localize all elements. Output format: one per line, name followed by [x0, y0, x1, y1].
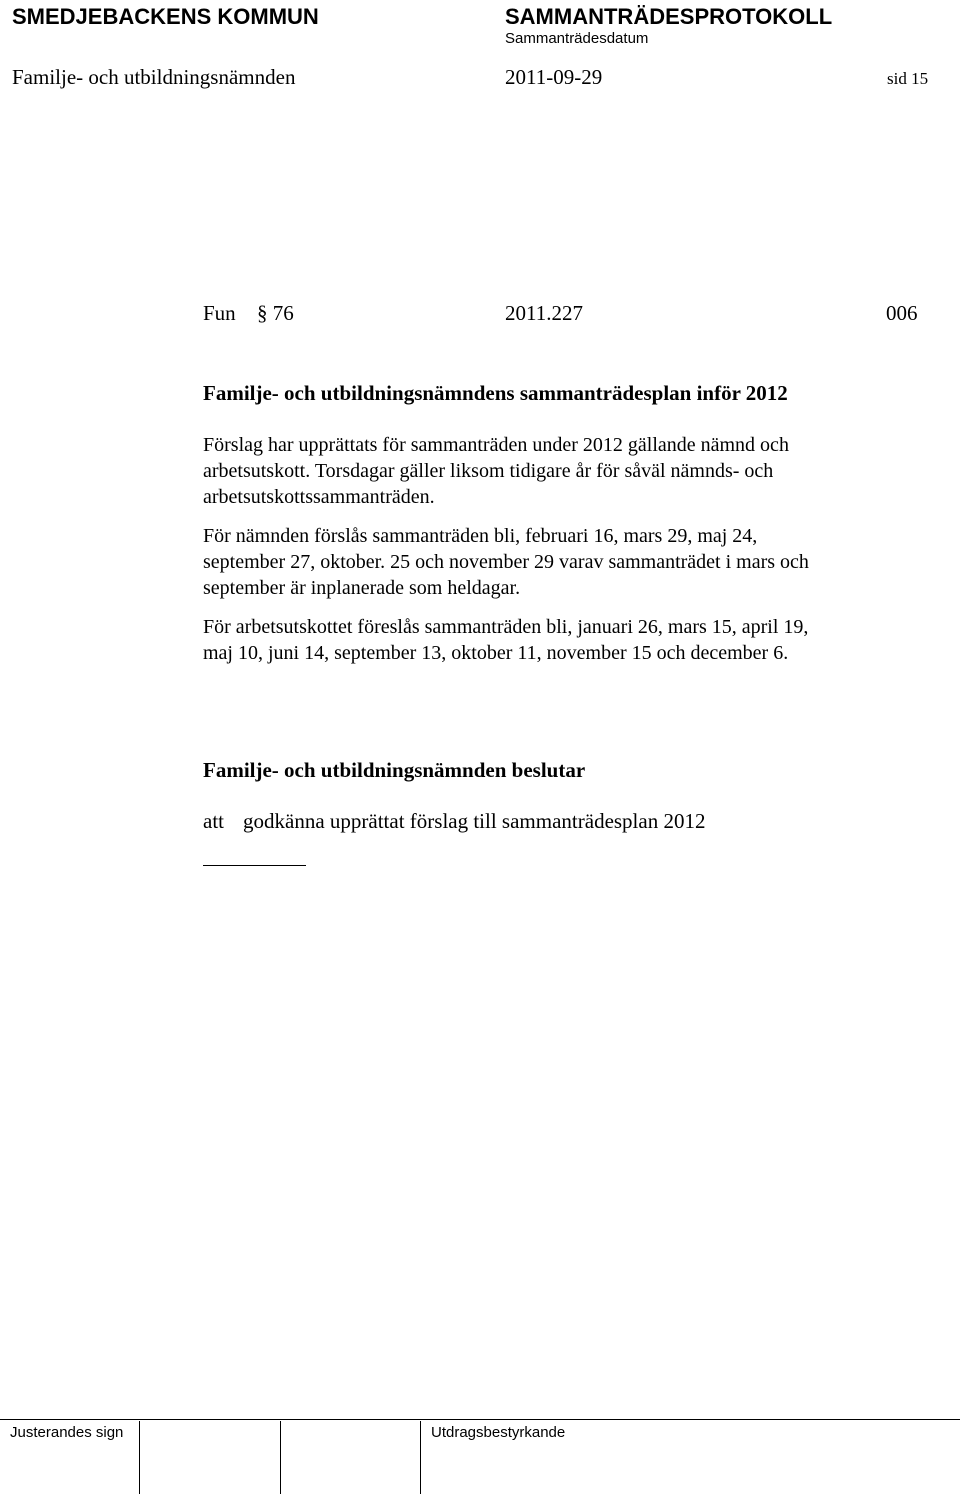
footer-divider	[420, 1421, 421, 1494]
paragraph-line: arbetsutskottssammanträden.	[203, 486, 435, 508]
paragraph-line: Förslag har upprättats för sammanträden under 2012 gällande nämnd och	[203, 434, 789, 456]
organization-name: SMEDJEBACKENS KOMMUN	[12, 4, 319, 29]
paragraph-symbol: §	[257, 301, 268, 325]
paragraph-line: arbetsutskott. Torsdagar gäller liksom tidigare år för såväl nämnds- och	[203, 460, 774, 482]
paragraph-line: maj 10, juni 14, september 13, oktober 11, november 15 och december 6.	[203, 642, 789, 664]
date-label: Sammanträdesdatum	[505, 30, 649, 47]
committee-name: Familje- och utbildningsnämnden	[12, 65, 296, 89]
decision-att: att	[203, 809, 224, 833]
signers-label: Justerandes sign	[10, 1424, 124, 1441]
paragraph-number: 76	[272, 301, 294, 325]
body-paragraph-1	[203, 432, 789, 510]
decision-heading: Familje- och utbildningsnämnden beslutar	[203, 758, 586, 782]
paragraph-line: september är inplanerade som heldagar.	[203, 577, 521, 599]
section-prefix: Fun	[203, 301, 236, 325]
section-paragraph	[257, 301, 294, 326]
section-title: Familje- och utbildningsnämndens sammanträdesplan inför 2012	[203, 381, 788, 405]
paragraph-line: För nämnden förslås sammanträden bli, februari 16, mars 29, maj 24,	[203, 525, 758, 547]
case-number: 2011.227	[505, 301, 583, 325]
classification-code: 006	[886, 301, 918, 325]
document-type: SAMMANTRÄDESPROTOKOLL	[505, 4, 833, 29]
body-paragraph-2	[203, 523, 809, 601]
footer-rule	[0, 1419, 960, 1420]
paragraph-line: september 27, oktober. 25 och november 29 varav sammanträdet i mars och	[203, 551, 809, 573]
section-end-rule	[203, 865, 306, 866]
footer-divider	[139, 1421, 140, 1494]
body-paragraph-3	[203, 614, 808, 666]
meeting-date: 2011-09-29	[505, 65, 603, 89]
footer-divider	[280, 1421, 281, 1494]
extract-certification-label: Utdragsbestyrkande	[431, 1424, 566, 1441]
page-number: sid 15	[887, 69, 929, 88]
decision-text: godkänna upprättat förslag till sammanträdesplan 2012	[243, 809, 706, 833]
paragraph-line: För arbetsutskottet föreslås sammanträden bli, januari 26, mars 15, april 19,	[203, 616, 809, 638]
